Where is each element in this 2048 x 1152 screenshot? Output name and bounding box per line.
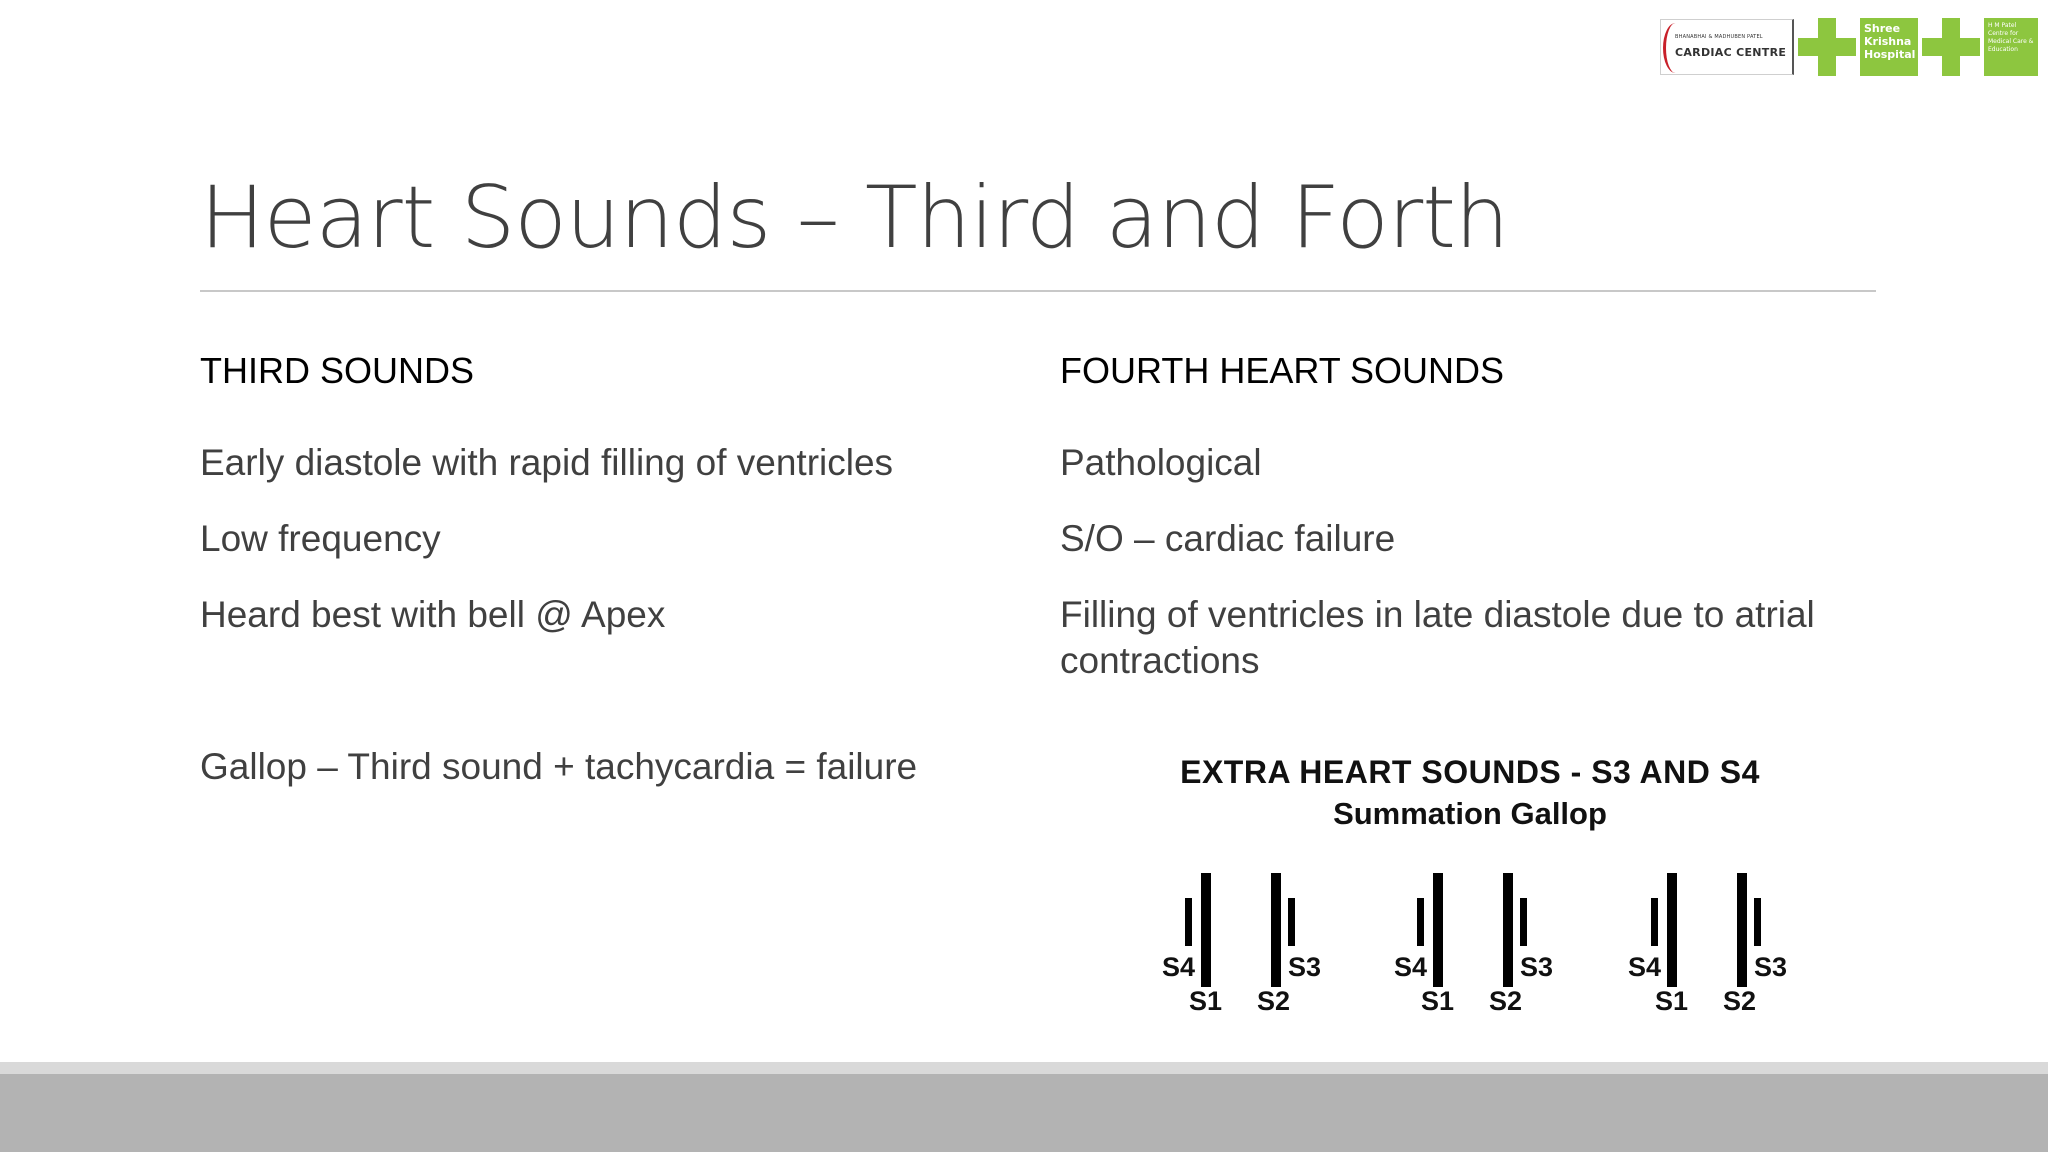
logo-strip: [1660, 16, 2038, 78]
green-cross-icon: [1798, 18, 1856, 76]
sound-bar-s4-group-1: [1185, 898, 1192, 946]
centre-logo-text: H M Patel Centre for Medical Care & Education: [1984, 18, 2038, 76]
cardiac-centre-logo: [1660, 19, 1794, 75]
right-column-heading: FOURTH HEART SOUNDS: [1060, 350, 1505, 391]
sound-label-s4-group-2: S4: [1394, 952, 1428, 982]
sound-bar-s3-group-1: [1288, 898, 1295, 946]
right-bullet-1: Pathological: [1060, 442, 1262, 483]
sound-label-s4-group-1: S4: [1162, 952, 1196, 982]
sound-bar-s1-group-2: [1433, 873, 1443, 987]
sound-bar-s4-group-3: [1651, 898, 1658, 946]
sound-bar-s1-group-3: [1667, 873, 1677, 987]
footer-band: [0, 1074, 2048, 1152]
green-cross-icon-2: [1922, 18, 1980, 76]
right-bullet-3: Filling of ventricles in late diastole due to atrial contractions: [1060, 594, 1815, 681]
heart-sounds-figure: [1150, 740, 1790, 1030]
title-divider: [200, 290, 1876, 292]
slide-title: Heart Sounds – Third and Forth: [200, 168, 1509, 268]
sound-label-s3-group-3: S3: [1754, 952, 1788, 982]
sound-bar-s3-group-3: [1754, 898, 1761, 946]
sound-label-s1-group-3: S1: [1655, 986, 1689, 1016]
sound-label-s2-group-2: S2: [1489, 986, 1523, 1016]
cardiac-logo-text: CARDIAC CENTRE: [1675, 46, 1787, 59]
sound-label-s3-group-1: S3: [1288, 952, 1322, 982]
figure-subtitle: Summation Gallop: [1333, 796, 1607, 831]
left-bullet-2: Low frequency: [200, 518, 441, 559]
sound-bar-s3-group-2: [1520, 898, 1527, 946]
left-bullet-1: Early diastole with rapid filling of ventricles: [200, 442, 894, 483]
sound-bars-diagram: [1150, 740, 1790, 1030]
footer-band-light: [0, 1062, 2048, 1074]
sound-bar-s2-group-2: [1503, 873, 1513, 987]
figure-title: EXTRA HEART SOUNDS - S3 AND S4: [1180, 754, 1760, 790]
sound-label-s1-group-2: S1: [1421, 986, 1455, 1016]
left-bullet-4: Gallop – Third sound + tachycardia = failure: [200, 746, 918, 787]
sound-label-s1-group-1: S1: [1189, 986, 1223, 1016]
sound-label-s3-group-2: S3: [1520, 952, 1554, 982]
sound-label-s4-group-3: S4: [1628, 952, 1662, 982]
sound-bar-s2-group-3: [1737, 873, 1747, 987]
sound-bar-s2-group-1: [1271, 873, 1281, 987]
sound-bar-s4-group-2: [1417, 898, 1424, 946]
sound-bar-s1-group-1: [1201, 873, 1211, 987]
hospital-logo-text: Shree Krishna Hospital: [1860, 18, 1918, 76]
left-column-heading: THIRD SOUNDS: [200, 350, 475, 391]
left-bullet-3: Heard best with bell @ Apex: [200, 594, 666, 635]
right-bullet-2: S/O – cardiac failure: [1060, 518, 1396, 559]
sound-label-s2-group-3: S2: [1723, 986, 1757, 1016]
cardiac-logo-small-text: BHANABHAI & MADHUBEN PATEL: [1675, 34, 1763, 40]
sound-label-s2-group-1: S2: [1257, 986, 1291, 1016]
